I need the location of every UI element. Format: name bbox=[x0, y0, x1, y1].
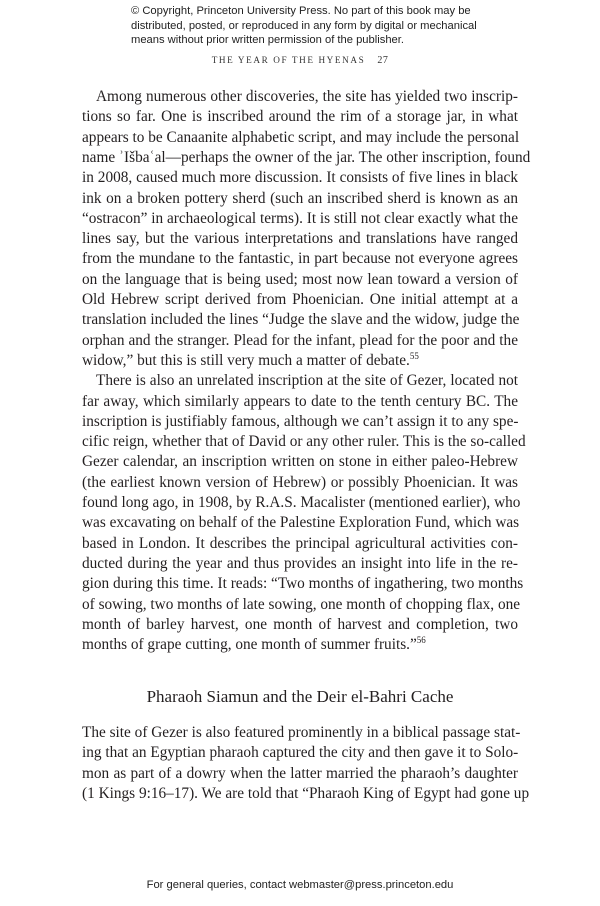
text-line: inscription is justifiably famous, although we can’t assign it to any spe- bbox=[82, 412, 519, 430]
running-head bbox=[0, 55, 600, 66]
text-line: (1 Kings 9:16–17). We are told that “Pharaoh King of Egypt had gone up bbox=[82, 784, 530, 802]
text-line: lines say, but the various interpretations and translations have ranged bbox=[82, 230, 518, 248]
copyright-notice bbox=[131, 4, 491, 48]
text-line: translation included the lines “Judge the slave and the widow, judge the bbox=[82, 311, 520, 329]
footer-contact: For general queries, contact webmaster@press.princeton.edu bbox=[146, 879, 454, 891]
footnote-marker[interactable]: 55 bbox=[409, 350, 419, 361]
text-line: name ʾIšbaʿal—perhaps the owner of the jar. The other inscription, found bbox=[82, 148, 531, 166]
text-line: found long ago, in 1908, by R.A.S. Macalister (mentioned earlier), who bbox=[82, 494, 521, 511]
text-line: of sowing, two months of late sowing, one month of chopping flax, one bbox=[82, 595, 521, 613]
text-line: mon as part of a dowry when the latter married the pharaoh’s daughter bbox=[82, 764, 518, 782]
text-line: month of barley harvest, one month of harvest and completion, two bbox=[82, 615, 518, 633]
text-line: The site of Gezer is also featured prominently in a biblical passage stat- bbox=[82, 724, 521, 741]
section-heading: Pharaoh Siamun and the Deir el-Bahri Cache bbox=[146, 687, 454, 706]
running-head-title: THE YEAR OF THE HYENAS bbox=[211, 55, 366, 65]
text-line: orphan and the stranger. Plead for the infant, plead for the poor and the bbox=[82, 331, 518, 349]
text-line: ink on a broken pottery sherd (such an inscribed sherd is known as an bbox=[82, 189, 518, 207]
text-line: in 2008, caused much more discussion. It consists of five lines in black bbox=[82, 169, 518, 187]
text-line: based in London. It describes the principal agricultural activities con- bbox=[82, 534, 518, 552]
text-line: appears to be Canaanite alphabetic script, and may include the personal bbox=[82, 128, 520, 146]
text-line: (the earliest known version of Hebrew) or possibly Phoenician. It was bbox=[82, 473, 518, 491]
text-line: Among numerous other discoveries, the site has yielded two inscrip- bbox=[96, 88, 518, 105]
text-line: tions so far. One is inscribed around the rim of a storage jar, in what bbox=[82, 108, 518, 126]
text-span: widow,” but this is still very much a matter of debate. bbox=[82, 351, 410, 369]
text-line: “ostracon” in archaeological terms). It is still not clear exactly what the bbox=[82, 209, 518, 227]
text-line: ing that an Egyptian pharaoh captured the city and then gave it to Solo- bbox=[82, 744, 519, 762]
text-line: gion during this time. It reads: “Two months of ingathering, two months bbox=[82, 575, 524, 593]
text-line: cific reign, whether that of David or any other ruler. This is the so-called bbox=[82, 433, 526, 451]
copyright-line: © Copyright, Princeton University Press. No part of this book may be bbox=[131, 5, 471, 17]
footnote-marker[interactable]: 56 bbox=[416, 635, 426, 646]
text-span: months of grape cutting, one month of summer fruits.” bbox=[82, 636, 417, 654]
text-line: Gezer calendar, an inscription written on stone in either paleo-Hebrew bbox=[82, 453, 518, 471]
text-line bbox=[82, 635, 518, 655]
text-line: ducted during the year and thus provides an insight into life in the re- bbox=[82, 554, 518, 572]
text-line: There is also an unrelated inscription at the site of Gezer, located not bbox=[96, 372, 518, 390]
text-line: Old Hebrew script derived from Phoenician. One initial attempt at a bbox=[82, 291, 518, 308]
page-number: 27 bbox=[377, 55, 389, 66]
copyright-line: distributed, posted, or reproduced in any form by digital or mechanical bbox=[131, 19, 477, 32]
text-line bbox=[82, 351, 518, 371]
text-line: from the mundane to the fantastic, in part because not everyone agrees bbox=[82, 250, 518, 268]
text-line: on the language that is being used; most now lean toward a version of bbox=[82, 270, 518, 288]
copyright-line: means without prior written permission of the publisher. bbox=[131, 34, 404, 47]
text-line: was excavating on behalf of the Palestine Exploration Fund, which was bbox=[82, 514, 520, 532]
text-line: far away, which similarly appears to date to the tenth century BC. The bbox=[82, 392, 518, 410]
